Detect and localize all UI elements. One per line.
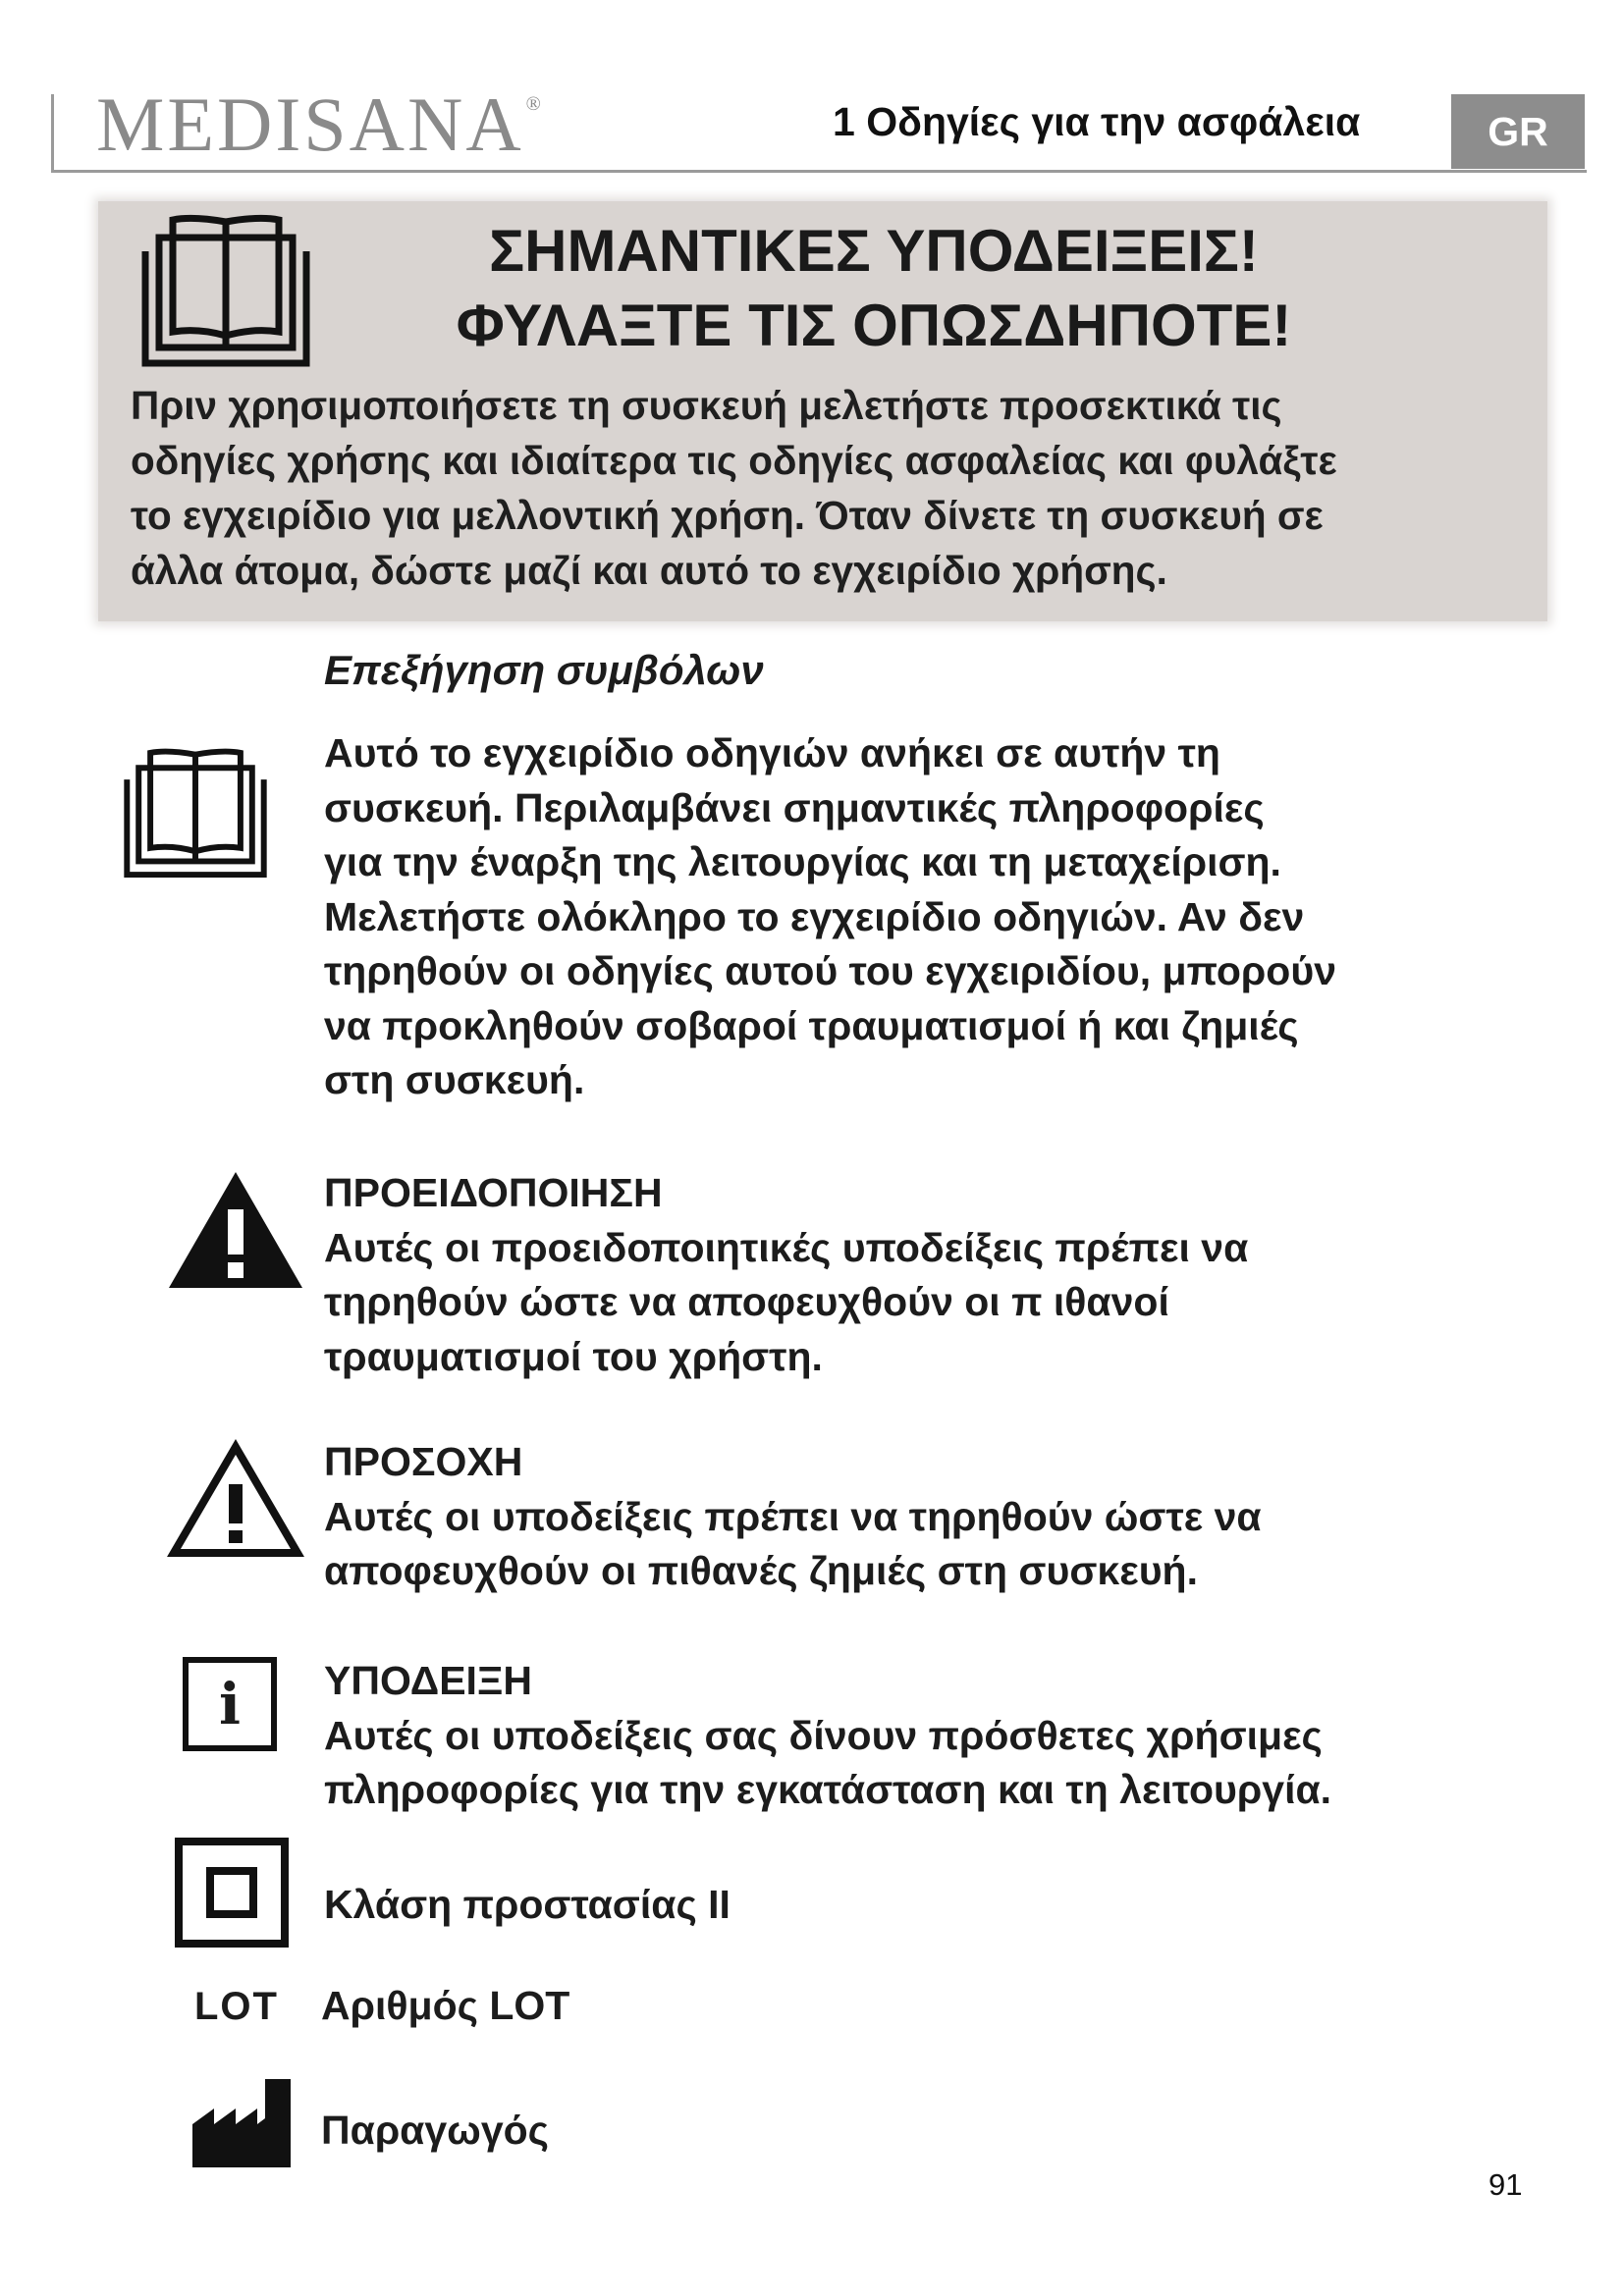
section-title: 1 Οδηγίες για την ασφάλεια [833, 99, 1361, 144]
notice-text-line: το εγχειρίδιο για μελλοντική χρήση. Όταν δίνετε τη συσκευή σε [131, 493, 1324, 538]
notice-headline-line: ΦΥΛΑΞΤΕ ΤΙΣ ΟΠΩΣΔΗΠΟΤΕ! [456, 293, 1292, 358]
description-line: συσκευή. Περιλαμβάνει σημαντικές πληροφορίες [324, 784, 1265, 830]
symbols-title: Επεξήγηση συμβόλων [324, 647, 764, 693]
notice-headline [334, 214, 1414, 363]
description-line: τηρηθούν οι οδηγίες αυτού του εγχειριδίου, μπορούν [324, 948, 1337, 993]
description-line: Μελετήστε ολόκληρο το εγχειρίδιο οδηγιών. Αν δεν [324, 893, 1305, 939]
caution-heading: ΠΡΟΣΟΧΗ [324, 1439, 523, 1484]
description-line: πληροφορίες για την εγκατάσταση και τη λειτουργία. [324, 1767, 1332, 1812]
book-icon [128, 208, 324, 375]
description-line: Αυτές οι υποδείξεις σας δίνουν πρόσθετες χρήσιμες [324, 1712, 1323, 1758]
description-line: για την έναρξη της λειτουργίας και τη μεταχείριση. [324, 839, 1281, 884]
language-badge: GR [1451, 94, 1585, 169]
note-symbol-description [324, 1654, 1561, 1818]
description-line: Αυτές οι υποδείξεις πρέπει να τηρηθούν ώστε να [324, 1493, 1262, 1539]
description-line: τηρηθούν ώστε να αποφευχθούν οι π ιθανοί [324, 1279, 1169, 1324]
description-line: αποφευχθούν οι πιθανές ζημιές στη συσκευή. [324, 1548, 1198, 1593]
notice-text-line: Πριν χρησιμοποιήσετε τη συσκευή μελετήστε προσεκτικά τις [131, 383, 1282, 428]
notice-paragraph [131, 378, 1544, 598]
notice-headline-line: ΣΗΜΑΝΤΙΚΕΣ ΥΠΟΔΕΙΞΕΙΣ! [489, 218, 1259, 284]
description-line: να προκληθούν σοβαροί τραυματισμοί ή και ζημιές [324, 1002, 1299, 1048]
protection-class-label: Κλάση προστασίας II [324, 1882, 731, 1927]
lot-label: Αριθμός LOT [321, 1983, 570, 2028]
manufacturer-label: Παραγωγός [321, 2108, 549, 2153]
warning-filled-icon [167, 1170, 304, 1290]
note-heading: ΥΠΟΔΕΙΞΗ [324, 1658, 532, 1703]
header-rule [51, 170, 1587, 173]
description-line: στη συσκευή. [324, 1057, 585, 1102]
double-square-icon [175, 1838, 289, 1948]
lot-icon: LOT [194, 1985, 279, 2028]
factory-icon [192, 2079, 295, 2167]
warning-heading: ΠΡΟΕΙΔΟΠΟΙΗΣΗ [324, 1170, 663, 1215]
book-icon [112, 730, 279, 897]
description-line: Αυτές οι προειδοποιητικές υποδείξεις πρέπει να [324, 1224, 1249, 1270]
description-line: τραυματισμοί του χρήστη. [324, 1333, 823, 1379]
caution-symbol-description [324, 1435, 1561, 1599]
page-number: 91 [1489, 2167, 1523, 2202]
header-vertical-rule [51, 94, 54, 173]
notice-text-line: άλλα άτομα, δώστε μαζί και αυτό το εγχειρίδιο χρήσης. [131, 548, 1167, 593]
notice-text-line: οδηγίες χρήσης και ιδιαίτερα τις οδηγίες ασφαλείας και φυλάξτε [131, 438, 1337, 483]
brand-logo: MEDISANA ® [96, 81, 544, 167]
info-icon: i [183, 1657, 277, 1751]
warning-symbol-description [324, 1166, 1561, 1384]
description-line: Αυτό το εγχειρίδιο οδηγιών ανήκει σε αυτήν τη [324, 730, 1220, 775]
caution-outline-icon [167, 1439, 304, 1559]
manual-symbol-description [324, 726, 1561, 1108]
